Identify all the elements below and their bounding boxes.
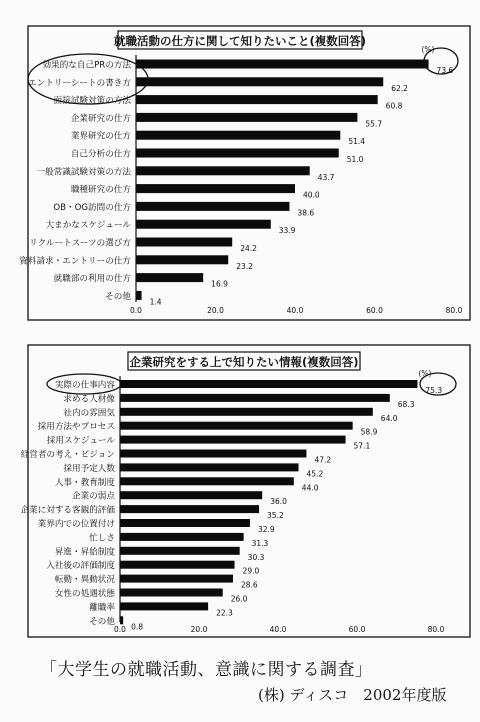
data-label: 73.6	[436, 66, 454, 75]
data-label: 62.2	[391, 83, 408, 93]
data-label: 16.9	[211, 279, 228, 289]
tick-label: 80.0	[445, 306, 463, 315]
tick-label: 60.0	[366, 306, 383, 315]
tick-label: 20.0	[190, 625, 208, 634]
data-label: 0.8	[131, 622, 144, 632]
bar	[136, 184, 295, 193]
category-label: 採用方法やプロセス	[37, 422, 115, 433]
data-label: 29.0	[242, 566, 260, 576]
unit-label: (%)	[418, 369, 432, 378]
bar	[120, 616, 123, 624]
data-label: 31.3	[251, 538, 269, 548]
category-label: 職種研究の仕方	[70, 185, 131, 196]
bar	[136, 220, 271, 229]
category-label: 経営者の考え・ビジョン	[20, 450, 115, 460]
data-label: 35.2	[267, 511, 284, 521]
category-label: 業界研究の仕方	[70, 131, 131, 142]
chart-1	[19, 26, 470, 320]
data-label: 44.0	[301, 483, 319, 493]
bar	[120, 505, 259, 513]
data-label: 40.0	[303, 190, 320, 200]
category-label: 効果的な自己PRの方法	[42, 60, 131, 71]
bar	[136, 131, 340, 140]
bar	[136, 166, 310, 175]
category-label: OB・OG訪問の仕方	[53, 202, 131, 213]
category-label: 忙しさ	[89, 533, 115, 544]
bar	[120, 589, 223, 597]
data-label: 75.3	[425, 386, 443, 395]
bar	[120, 408, 373, 416]
tick-label: 20.0	[207, 306, 224, 315]
bar	[120, 602, 208, 610]
data-label: 36.0	[270, 497, 287, 507]
tick-label: 40.0	[286, 306, 304, 315]
data-label: 51.4	[348, 137, 366, 147]
category-label: 自己分析の仕方	[70, 149, 131, 160]
bar	[136, 291, 142, 300]
category-label: 資料請求・エントリーの仕方	[19, 256, 131, 267]
category-label: リクルートスーツの選び方	[29, 238, 131, 249]
source-caption-publisher: (株) ディスコ 2002年度版	[258, 686, 447, 704]
tick-label: 60.0	[348, 625, 366, 634]
category-label: 女性の処遇状態	[54, 589, 115, 599]
category-label: 企業の弱点	[72, 491, 115, 502]
category-label: その他	[89, 616, 115, 627]
bar	[120, 463, 299, 471]
bar	[120, 477, 294, 485]
category-label: その他	[105, 291, 131, 302]
category-label: 面接試験対策の方法	[53, 96, 131, 107]
category-label: 企業研究の仕方	[70, 113, 131, 124]
data-label: 32.9	[257, 525, 275, 534]
tick-label: 40.0	[269, 625, 287, 634]
bar	[120, 519, 250, 527]
category-label: 就職部の利用の仕方	[53, 274, 131, 285]
bar	[120, 533, 244, 541]
bar	[136, 273, 203, 282]
category-label: 人事・教育制度	[54, 477, 115, 488]
bar	[120, 394, 390, 402]
tick-label: 0.0	[130, 306, 142, 315]
data-label: 51.0	[346, 155, 364, 164]
data-label: 58.9	[360, 427, 378, 437]
unit-label: (%)	[421, 45, 435, 54]
chart-title: 就職活動の仕方に関して知りたいこと(複数回答)	[113, 34, 367, 48]
data-label: 33.9	[278, 226, 296, 236]
bar	[120, 380, 417, 388]
data-label: 23.2	[236, 261, 253, 271]
data-label: 55.7	[365, 119, 383, 129]
category-label: 昇進・昇給制度	[54, 547, 115, 558]
bar	[120, 547, 240, 555]
category-label: 業界内での位置付け	[37, 519, 115, 530]
bar	[120, 575, 233, 583]
data-label: 38.6	[297, 208, 315, 218]
tick-label: 80.0	[427, 625, 445, 634]
category-label: 求める人材像	[63, 394, 115, 405]
bar	[136, 60, 429, 69]
bar	[120, 422, 353, 430]
data-label: 43.7	[317, 172, 335, 182]
category-label: 採用スケジュール	[46, 436, 115, 447]
source-caption-title: 「大学生の就職活動、意識に関する調査」	[40, 660, 373, 680]
bar	[136, 202, 289, 211]
category-label: 入社後の評価制度	[46, 561, 115, 572]
category-label: 社内の雰囲気	[63, 408, 115, 419]
bar	[120, 450, 306, 458]
data-label: 24.2	[240, 244, 257, 253]
bar	[136, 255, 228, 264]
chart-title: 企業研究をする上で知りたい情報(複数回答)	[129, 355, 359, 369]
data-label: 30.3	[247, 552, 265, 562]
category-label: 一般常識試験対策の方法	[36, 167, 131, 178]
category-label: 離職率	[89, 602, 115, 613]
data-label: 26.0	[230, 594, 248, 604]
data-label: 22.3	[216, 608, 233, 618]
bar	[136, 149, 339, 158]
data-label: 28.6	[240, 580, 258, 590]
tick-label: 0.0	[114, 625, 126, 634]
data-label: 45.2	[306, 469, 324, 479]
data-label: 1.4	[149, 297, 162, 307]
bar	[120, 436, 346, 444]
category-label: 企業に対する客観的評価	[20, 505, 115, 516]
data-label: 68.3	[397, 399, 415, 409]
data-label: 57.1	[353, 441, 371, 451]
chart-2	[20, 345, 470, 637]
bar	[136, 77, 383, 86]
bar	[136, 95, 378, 104]
category-label: 実際の仕事内容	[54, 380, 115, 391]
data-label: 64.0	[380, 413, 398, 423]
category-label: 採用予定人数	[63, 463, 115, 474]
bar	[136, 238, 232, 247]
category-label: 転勤・異動状況	[54, 575, 115, 586]
bar	[120, 561, 235, 569]
bar	[120, 491, 262, 499]
bar	[136, 113, 357, 122]
data-label: 47.2	[314, 455, 332, 465]
data-label: 60.8	[385, 101, 403, 111]
category-label: エントリーシートの書き方	[28, 78, 131, 89]
category-label: 大まかなスケジュール	[45, 220, 131, 231]
